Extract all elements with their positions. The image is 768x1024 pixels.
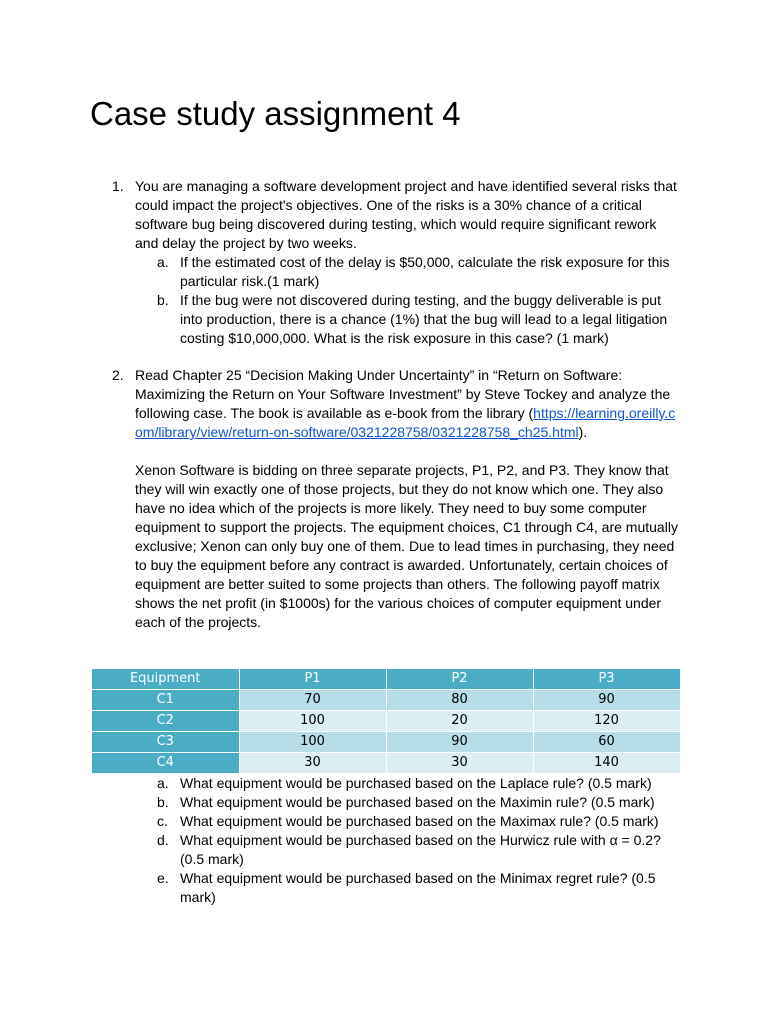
sub-letter: d.: [157, 832, 169, 848]
table-row: [92, 753, 680, 774]
question-2-sub-c: [157, 812, 680, 831]
row-label: C4: [92, 753, 239, 774]
table-cell: 90: [386, 732, 533, 753]
table-cell: 120: [533, 711, 680, 732]
sub-letter: a.: [157, 775, 169, 791]
table-header-cell: P2: [386, 669, 533, 690]
question-2-sub-e: [157, 869, 680, 907]
question-2-body: [135, 366, 682, 632]
question-2-sub-a: [157, 774, 680, 793]
page-title: Case study assignment 4: [90, 95, 461, 132]
sub-text: What equipment would be purchased based on the Maximax rule? (0.5 mark): [180, 813, 659, 829]
sub-text: What equipment would be purchased based on the Laplace rule? (0.5 mark): [180, 775, 652, 791]
table-header-cell: P3: [533, 669, 680, 690]
question-2-sub-b: [157, 793, 680, 812]
case-text: Xenon Software is bidding on three separate projects, P1, P2, and P3. They know that they will win exactly one of those projects, but they do not know which one. They also have no idea which of the projects is more likely. They need to buy some computer equipment to support the projects. The equipment choices, C1 through C4, are mutually exclusive; Xenon can only buy one of them. Due to lead times in purchasing, they need to buy the equipment before any contract is awarded. Unfortunately, certain choices of equipment are better suited to some projects than others. The following payoff matrix shows the net profit (in $1000s) for the various choices of computer equipment under each of the projects.: [135, 462, 678, 630]
sub-text: If the bug were not discovered during testing, and the buggy deliverable is put into production, there is a chance (1%) that the bug will lead to a legal litigation costing $10,000,000. What is the risk exposure in this case? (1 mark): [180, 292, 668, 346]
table-cell: 140: [533, 753, 680, 774]
table-row: [92, 732, 680, 753]
row-label: C3: [92, 732, 239, 753]
sub-letter: b.: [157, 794, 169, 810]
table-row: [92, 711, 680, 732]
question-1-text: You are managing a software development project and have identified several risks that could impact the project's objectives. One of the risks is a 30% chance of a critical software bug being discovered during testing, which would require significant rework and delay the project by two weeks.: [135, 178, 677, 251]
table-row: [92, 690, 680, 711]
intro-text-end: ).: [578, 424, 588, 440]
sub-letter: a.: [157, 254, 169, 270]
ebook-link[interactable]: https://learning.oreilly.com/library/view/return-on-software/0321228758/0321228758_ch25.html: [135, 405, 676, 440]
sub-text: What equipment would be purchased based on the Maximin rule? (0.5 mark): [180, 794, 655, 810]
table-header-row: [92, 669, 680, 690]
sub-letter: e.: [157, 870, 169, 886]
table-header-cell: Equipment: [92, 669, 239, 690]
sub-letter: b.: [157, 292, 169, 308]
question-2-sub-d: [157, 831, 680, 869]
sub-text: If the estimated cost of the delay is $50,000, calculate the risk exposure for this particular risk.(1 mark): [180, 254, 670, 289]
question-1-sub-b: [157, 291, 682, 348]
question-1-body: [135, 177, 682, 348]
table-cell: 20: [386, 711, 533, 732]
sub-letter: c.: [157, 813, 168, 829]
intro-text: Read Chapter 25 “Decision Making Under Uncertainty” in “Return on Software: Maximizing the Return on Your Software Investment” by Steve Tockey and analyze the following case. The book is available as e-book from the library (: [135, 367, 671, 421]
table-cell: 30: [239, 753, 386, 774]
question-2-subs: [157, 774, 680, 907]
sub-text: What equipment would be purchased based on the Hurwicz rule with α = 0.2? (0.5 mark): [180, 832, 661, 867]
payoff-table: [92, 669, 681, 774]
sub-text: What equipment would be purchased based on the Minimax regret rule? (0.5 mark): [180, 870, 656, 905]
row-label: C2: [92, 711, 239, 732]
question-2-number: 2.: [112, 367, 124, 383]
row-label: C1: [92, 690, 239, 711]
table-header-cell: P1: [239, 669, 386, 690]
question-1-sub-a: [157, 253, 682, 291]
table-cell: 100: [239, 732, 386, 753]
table-cell: 70: [239, 690, 386, 711]
question-2-intro: [135, 366, 682, 442]
table-cell: 90: [533, 690, 680, 711]
table-cell: 60: [533, 732, 680, 753]
table-cell: 100: [239, 711, 386, 732]
table-cell: 80: [386, 690, 533, 711]
table-cell: 30: [386, 753, 533, 774]
question-1-number: 1.: [112, 178, 124, 194]
